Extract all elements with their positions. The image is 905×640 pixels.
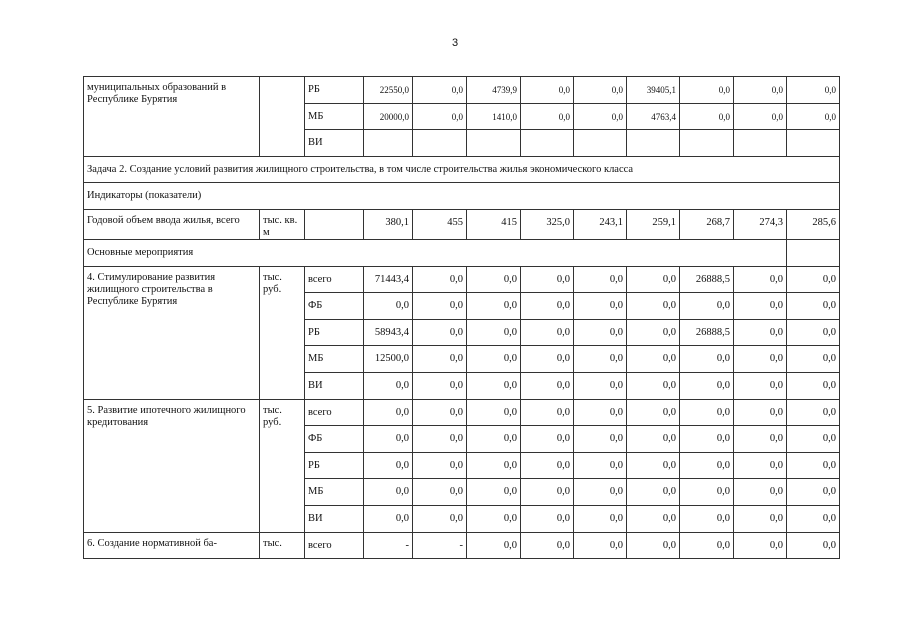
value-cell — [413, 130, 467, 157]
value-cell: 26888,5 — [680, 266, 734, 293]
value-cell: 0,0 — [787, 426, 840, 453]
value-cell: 0,0 — [627, 319, 680, 346]
value-cell: 0,0 — [574, 77, 627, 104]
table-row — [84, 239, 840, 266]
value-cell: - — [364, 532, 413, 559]
value-cell: 0,0 — [364, 372, 413, 399]
value-cell: 0,0 — [413, 505, 467, 532]
value-cell: 0,0 — [467, 266, 521, 293]
value-cell: 0,0 — [680, 426, 734, 453]
value-cell: 0,0 — [364, 426, 413, 453]
value-cell: 0,0 — [787, 532, 840, 559]
value-cell: 0,0 — [680, 293, 734, 320]
value-cell: 0,0 — [680, 532, 734, 559]
value-cell: 0,0 — [574, 319, 627, 346]
value-cell: 0,0 — [364, 399, 413, 426]
value-cell: 1410,0 — [467, 103, 521, 130]
value-cell: 0,0 — [574, 346, 627, 373]
value-cell: 4763,4 — [627, 103, 680, 130]
value-cell: 0,0 — [734, 532, 787, 559]
value-cell: 0,0 — [734, 426, 787, 453]
value-cell: 0,0 — [521, 372, 574, 399]
value-cell: 0,0 — [734, 293, 787, 320]
value-cell: 0,0 — [521, 479, 574, 506]
value-cell: 0,0 — [787, 479, 840, 506]
table-body — [84, 77, 840, 559]
value-cell: 0,0 — [787, 293, 840, 320]
value-cell: 0,0 — [574, 399, 627, 426]
unit-label — [260, 77, 305, 157]
funding-source: всего — [305, 532, 364, 559]
value-cell: 0,0 — [787, 505, 840, 532]
table-row — [84, 399, 840, 426]
value-cell: 0,0 — [574, 103, 627, 130]
value-cell: 0,0 — [574, 452, 627, 479]
value-cell: 0,0 — [627, 426, 680, 453]
value-cell: 0,0 — [787, 319, 840, 346]
value-cell: 0,0 — [680, 103, 734, 130]
value-cell: 0,0 — [627, 505, 680, 532]
value-cell: 0,0 — [521, 266, 574, 293]
value-cell — [467, 130, 521, 157]
table-row — [84, 156, 840, 183]
value-cell: 0,0 — [413, 372, 467, 399]
value-cell: 455 — [413, 209, 467, 239]
activity-label: муниципальных образований в Республике Бурятия — [84, 77, 260, 157]
value-cell: 0,0 — [627, 266, 680, 293]
value-cell: 0,0 — [734, 399, 787, 426]
value-cell: 380,1 — [364, 209, 413, 239]
value-cell: 0,0 — [521, 293, 574, 320]
program-table — [83, 76, 840, 559]
value-cell: 0,0 — [467, 452, 521, 479]
value-cell: 268,7 — [680, 209, 734, 239]
funding-source: МБ — [305, 346, 364, 373]
value-cell: 259,1 — [627, 209, 680, 239]
value-cell: 0,0 — [521, 452, 574, 479]
value-cell: 0,0 — [627, 532, 680, 559]
value-cell: 0,0 — [574, 505, 627, 532]
table-row — [84, 77, 840, 104]
value-cell — [734, 130, 787, 157]
value-cell: 0,0 — [680, 346, 734, 373]
page-number: 3 — [451, 37, 459, 49]
value-cell: 0,0 — [734, 505, 787, 532]
value-cell — [680, 130, 734, 157]
value-cell: 0,0 — [787, 399, 840, 426]
value-cell: 0,0 — [467, 532, 521, 559]
value-cell — [521, 130, 574, 157]
value-cell: 0,0 — [413, 266, 467, 293]
value-cell — [787, 130, 840, 157]
value-cell: 0,0 — [627, 399, 680, 426]
value-cell: 0,0 — [521, 399, 574, 426]
unit-label: тыс. руб. — [260, 399, 305, 532]
value-cell: 12500,0 — [364, 346, 413, 373]
unit-label: тыс. кв. м — [260, 209, 305, 239]
value-cell: 0,0 — [467, 426, 521, 453]
value-cell: 0,0 — [521, 505, 574, 532]
funding-source: РБ — [305, 319, 364, 346]
value-cell: 0,0 — [413, 399, 467, 426]
value-cell: 0,0 — [574, 293, 627, 320]
value-cell: 71443,4 — [364, 266, 413, 293]
value-cell: 20000,0 — [364, 103, 413, 130]
value-cell: 0,0 — [364, 505, 413, 532]
value-cell — [574, 130, 627, 157]
value-cell: 0,0 — [734, 452, 787, 479]
value-cell: 0,0 — [521, 103, 574, 130]
value-cell: 39405,1 — [627, 77, 680, 104]
value-cell: 0,0 — [574, 426, 627, 453]
value-cell: 0,0 — [787, 372, 840, 399]
value-cell: 0,0 — [413, 77, 467, 104]
funding-source: ВИ — [305, 505, 364, 532]
funding-source — [305, 209, 364, 239]
value-cell: 0,0 — [574, 266, 627, 293]
section-heading: Индикаторы (показатели) — [84, 183, 840, 210]
value-cell: 0,0 — [521, 77, 574, 104]
value-cell: 0,0 — [787, 266, 840, 293]
value-cell: 0,0 — [574, 532, 627, 559]
value-cell: - — [413, 532, 467, 559]
value-cell: 0,0 — [413, 319, 467, 346]
value-cell: 274,3 — [734, 209, 787, 239]
value-cell — [364, 130, 413, 157]
value-cell: 0,0 — [521, 426, 574, 453]
activity-label: 4. Стимулирование развития жилищного строительства в Республике Бурятия — [84, 266, 260, 399]
activity-label: 6. Создание нормативной ба- — [84, 532, 260, 559]
value-cell: 0,0 — [467, 346, 521, 373]
value-cell: 0,0 — [787, 77, 840, 104]
value-cell: 0,0 — [680, 399, 734, 426]
value-cell: 0,0 — [734, 266, 787, 293]
value-cell: 26888,5 — [680, 319, 734, 346]
value-cell: 0,0 — [787, 103, 840, 130]
table-row — [84, 209, 840, 239]
value-cell: 0,0 — [734, 346, 787, 373]
value-cell: 0,0 — [574, 372, 627, 399]
table-row — [84, 532, 840, 559]
value-cell: 0,0 — [680, 372, 734, 399]
value-cell: 0,0 — [627, 346, 680, 373]
value-cell: 0,0 — [467, 319, 521, 346]
value-cell: 58943,4 — [364, 319, 413, 346]
value-cell: 0,0 — [413, 426, 467, 453]
value-cell: 415 — [467, 209, 521, 239]
value-cell: 0,0 — [627, 372, 680, 399]
funding-source: РБ — [305, 452, 364, 479]
value-cell: 0,0 — [364, 479, 413, 506]
value-cell: 243,1 — [574, 209, 627, 239]
value-cell: 0,0 — [787, 452, 840, 479]
value-cell: 0,0 — [627, 293, 680, 320]
funding-source: МБ — [305, 479, 364, 506]
value-cell: 0,0 — [467, 505, 521, 532]
value-cell: 0,0 — [734, 372, 787, 399]
funding-source: ФБ — [305, 293, 364, 320]
funding-source: РБ — [305, 77, 364, 104]
value-cell — [627, 130, 680, 157]
value-cell: 0,0 — [467, 372, 521, 399]
value-cell: 0,0 — [413, 346, 467, 373]
table-row — [84, 266, 840, 293]
value-cell: 285,6 — [787, 209, 840, 239]
activity-label: 5. Развитие ипотечного жилищного кредитования — [84, 399, 260, 532]
section-heading: Задача 2. Создание условий развития жилищного строительства, в том числе строительства жилья экономического класса — [84, 156, 840, 183]
value-cell: 0,0 — [680, 505, 734, 532]
unit-label: тыс. руб. — [260, 266, 305, 399]
value-cell: 0,0 — [521, 319, 574, 346]
value-cell: 0,0 — [627, 479, 680, 506]
activity-label: Годовой объем ввода жилья, всего — [84, 209, 260, 239]
funding-source: всего — [305, 399, 364, 426]
value-cell: 0,0 — [574, 479, 627, 506]
value-cell: 0,0 — [680, 77, 734, 104]
value-cell: 4739,9 — [467, 77, 521, 104]
funding-source: МБ — [305, 103, 364, 130]
value-cell: 0,0 — [680, 479, 734, 506]
value-cell: 0,0 — [413, 103, 467, 130]
funding-source: ФБ — [305, 426, 364, 453]
value-cell: 0,0 — [413, 293, 467, 320]
value-cell: 0,0 — [364, 293, 413, 320]
funding-source: ВИ — [305, 130, 364, 157]
section-heading: Основные мероприятия — [84, 239, 787, 266]
value-cell: 0,0 — [627, 452, 680, 479]
table-row — [84, 183, 840, 210]
value-cell: 0,0 — [787, 346, 840, 373]
value-cell: 0,0 — [734, 479, 787, 506]
value-cell: 0,0 — [521, 346, 574, 373]
value-cell: 0,0 — [467, 479, 521, 506]
value-cell: 0,0 — [467, 399, 521, 426]
value-cell: 0,0 — [680, 452, 734, 479]
funding-source: всего — [305, 266, 364, 293]
value-cell: 0,0 — [734, 319, 787, 346]
value-cell: 0,0 — [364, 452, 413, 479]
value-cell: 22550,0 — [364, 77, 413, 104]
value-cell: 0,0 — [467, 293, 521, 320]
value-cell: 0,0 — [734, 103, 787, 130]
value-cell: 0,0 — [521, 532, 574, 559]
value-cell: 325,0 — [521, 209, 574, 239]
empty-cell — [787, 239, 840, 266]
value-cell: 0,0 — [413, 452, 467, 479]
value-cell: 0,0 — [413, 479, 467, 506]
unit-label: тыс. — [260, 532, 305, 559]
value-cell: 0,0 — [734, 77, 787, 104]
funding-source: ВИ — [305, 372, 364, 399]
